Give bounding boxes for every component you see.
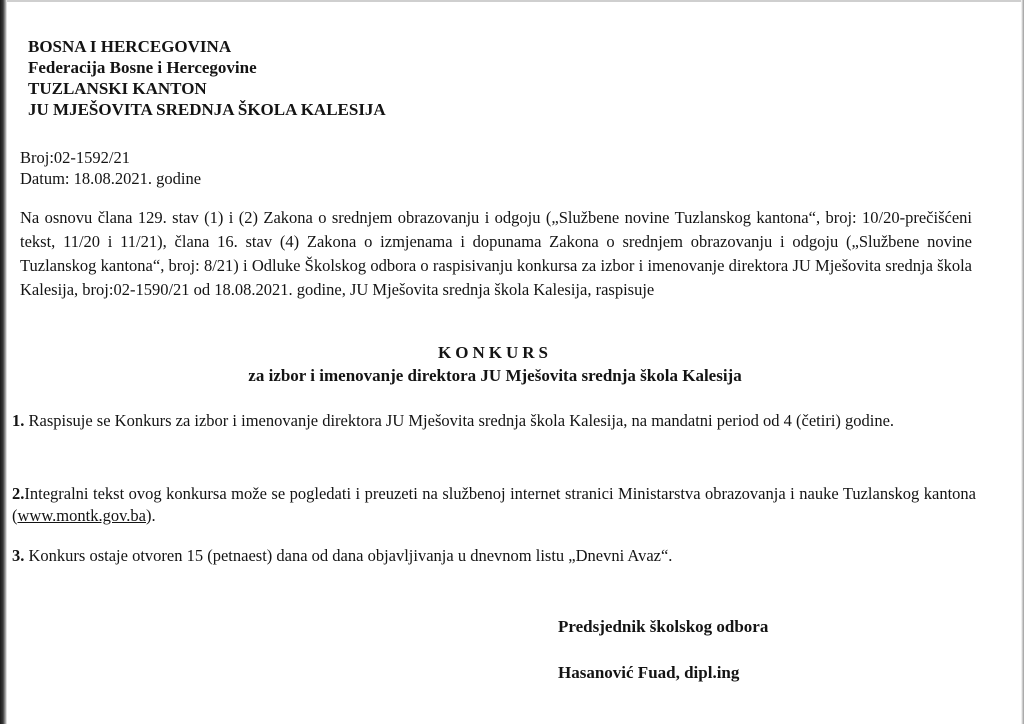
item-number: 3. bbox=[12, 546, 25, 565]
item-text: Integralni tekst ovog konkursa može se pogledati i preuzeti na službenoj internet stranici Ministarstva obrazovanja i nauke Tuzlanskog kantona ( bbox=[12, 484, 976, 525]
item-text: Raspisuje se Konkurs za izbor i imenovanje direktora JU Mješovita srednja škola Kalesija, na mandatni period od 4 (četiri) godine. bbox=[24, 411, 895, 430]
list-item bbox=[12, 410, 976, 432]
list-item bbox=[12, 483, 976, 527]
header-school: JU MJEŠOVITA SREDNJA ŠKOLA KALESIJA bbox=[28, 100, 386, 119]
intro-paragraph: Na osnovu člana 129. stav (1) i (2) Zakona o srednjem obrazovanju i odgoju („Službene novine Tuzlanskog kantona“, broj: 10/20-prečišćeni tekst, 11/20 i 11/21), člana 16. stav (4) Zakona o izmjenama i dopunama Zakona o srednjem obrazovanju i odgoju („Službene novine Tuzlanskog kantona“, broj: 8/21) i Odluke Školskog odbora o raspisivanju konkursa za izbor i imenovanje direktora JU Mješovita srednja škola Kalesija, broj:02-1590/21 od 18.08.2021. godine, JU Mješovita srednja škola Kalesija, raspisuje bbox=[20, 208, 972, 299]
item-number: 2. bbox=[12, 484, 25, 503]
item-text: Konkurs ostaje otvoren 15 (petnaest) dana od dana objavljivanja u dnevnom listu „Dnevni Avaz“. bbox=[24, 546, 673, 565]
document-reference bbox=[20, 147, 201, 189]
item-number: 1. bbox=[12, 411, 25, 430]
reference-number: Broj:02-1592/21 bbox=[20, 148, 130, 167]
header-federation: Federacija Bosne i Hercegovine bbox=[28, 58, 257, 77]
item-text-end: ). bbox=[145, 506, 156, 525]
document-header bbox=[28, 36, 386, 120]
document-subtitle: za izbor i imenovanje direktora JU Mješovita srednja škola Kalesija bbox=[248, 366, 742, 385]
signature-name: Hasanović Fuad, dipl.ing bbox=[558, 663, 740, 682]
list-item bbox=[12, 545, 976, 567]
reference-date: Datum: 18.08.2021. godine bbox=[20, 169, 202, 188]
signature-role: Predsjednik školskog odbora bbox=[558, 617, 769, 636]
header-country: BOSNA I HERCEGOVINA bbox=[28, 37, 232, 56]
ministry-website-link[interactable]: www.montk.gov.ba bbox=[17, 506, 146, 525]
document-title: KONKURS bbox=[438, 343, 552, 362]
header-canton: TUZLANSKI KANTON bbox=[28, 79, 207, 98]
scan-top-edge bbox=[0, 0, 1024, 2]
